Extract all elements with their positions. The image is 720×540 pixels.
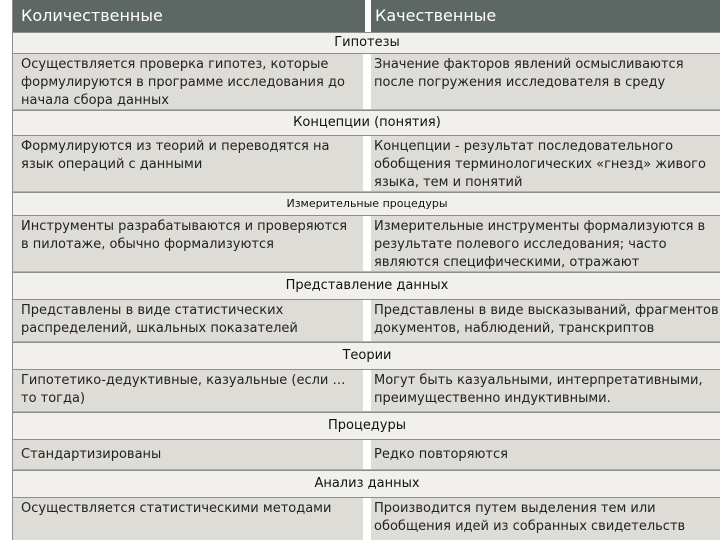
- qualitative-cell: Концепции - результат последовательного обобщения терминологических «гнезд» живого языка, тем и понятий: [374, 139, 706, 190]
- column-divider: [363, 300, 371, 341]
- section-title: Процедуры: [327, 418, 407, 433]
- section-title-row: [13, 470, 720, 498]
- quantitative-cell: Представлены в виде статистических распределений, шкальных показателей: [21, 303, 298, 336]
- qualitative-cell: Представлены в виде высказываний, фрагментов документов, наблюдений, транскриптов: [374, 303, 719, 336]
- table-row: [13, 136, 720, 192]
- column-divider: [363, 370, 371, 411]
- section-title: Теории: [342, 348, 392, 363]
- table-row: [13, 216, 720, 272]
- table-row: [13, 498, 720, 540]
- section-title-row: [13, 32, 720, 54]
- column-divider: [363, 216, 371, 271]
- header-quantitative: Количественные: [21, 6, 163, 25]
- table-row: [13, 54, 720, 110]
- comparison-table: [12, 0, 720, 540]
- section-title: Концепции (понятия): [293, 115, 441, 130]
- quantitative-cell: Формулируются из теорий и переводятся на язык операций с данными: [21, 139, 330, 172]
- section-title-row: [13, 272, 720, 300]
- section-title-row: [13, 110, 720, 136]
- header-row: [13, 0, 720, 32]
- section-title-row: [13, 342, 720, 370]
- column-divider: [363, 498, 371, 540]
- qualitative-cell: Измерительные инструменты формализуются в результате полевого исследования; часто являются специфическими, отражают: [374, 219, 706, 270]
- quantitative-cell: Осуществляется статистическими методами: [21, 501, 332, 516]
- quantitative-cell: Инструменты разрабатываются и проверяются в пилотаже, обычно формализуются: [21, 219, 348, 252]
- qualitative-cell: Значение факторов явлений осмысливаются после погружения исследователя в среду: [374, 57, 684, 90]
- section-title: Представление данных: [285, 278, 449, 293]
- quantitative-cell: Осуществляется проверка гипотез, которые формулируются в программе исследования до начала сбора данных: [21, 57, 345, 108]
- column-divider: [363, 136, 371, 191]
- qualitative-cell: Редко повторяются: [374, 447, 508, 462]
- section-title-row: [13, 412, 720, 440]
- column-divider: [363, 440, 371, 469]
- section-title-row: [13, 192, 720, 216]
- section-title: Анализ данных: [314, 476, 420, 491]
- column-divider: [365, 0, 371, 32]
- quantitative-cell: Гипотетико-дедуктивные, казуальные (если …то тогда): [21, 373, 346, 406]
- table-row: [13, 370, 720, 412]
- qualitative-cell: Могут быть казуальными, интерпретативными, преимущественно индуктивными.: [374, 373, 703, 406]
- header-qualitative: Качественные: [375, 6, 497, 25]
- qualitative-cell: Производится путем выделения тем или обобщения идей из собранных свидетельств: [374, 501, 686, 534]
- section-title: Измерительные процедуры: [286, 197, 448, 210]
- quantitative-cell: Стандартизированы: [21, 447, 162, 462]
- table-row: [13, 300, 720, 342]
- table-row: [13, 440, 720, 470]
- column-divider: [363, 54, 371, 109]
- section-title: Гипотезы: [334, 35, 400, 50]
